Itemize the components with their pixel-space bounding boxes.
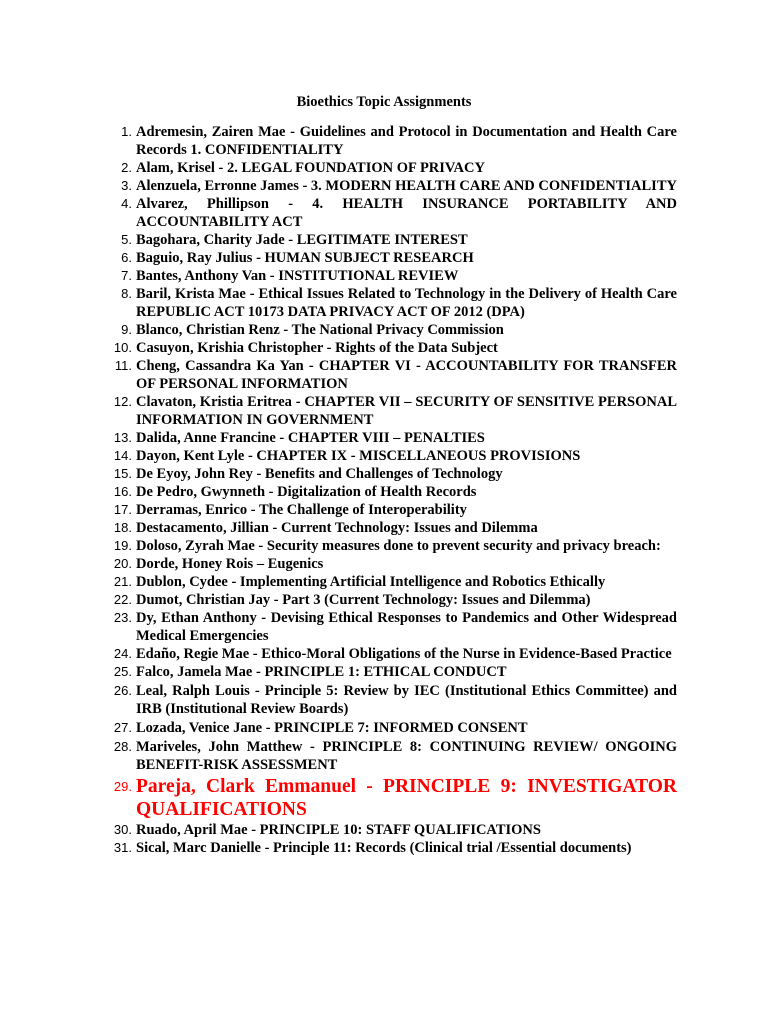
list-item-number: 27. <box>113 720 132 735</box>
list-item-highlighted <box>108 775 677 821</box>
list-item-number: 11. <box>114 358 132 373</box>
list-item <box>108 339 677 357</box>
list-item-number: 30. <box>113 822 132 837</box>
list-item-text: Clavaton, Kristia Eritrea - CHAPTER VII – SECURITY OF SENSITIVE PERSONAL INFORMATION IN GOVERNMENT <box>136 394 677 428</box>
list-item-text: Leal, Ralph Louis - Principle 5: Review by IEC (Institutional Ethics Committee) and IRB (Institutional Review Boards) <box>136 683 677 717</box>
list-item <box>108 573 677 591</box>
list-item <box>108 249 677 267</box>
list-item <box>108 738 677 774</box>
list-item-text: De Eyoy, John Rey - Benefits and Challenges of Technology <box>136 466 503 482</box>
list-item <box>108 321 677 339</box>
list-item-text: Adremesin, Zairen Mae - Guidelines and Protocol in Documentation and Health Care Records 1. CONFIDENTIALITY <box>136 124 677 158</box>
list-item-text: Edaño, Regie Mae - Ethico-Moral Obligations of the Nurse in Evidence-Based Practice <box>136 646 672 662</box>
list-item-text: Dy, Ethan Anthony - Devising Ethical Responses to Pandemics and Other Widespread Medical Emergencies <box>136 610 677 644</box>
list-item-number: 4. <box>121 196 132 211</box>
list-item-number: 23. <box>113 610 132 625</box>
list-item <box>108 159 677 177</box>
list-item <box>108 719 677 737</box>
list-item-text: Alenzuela, Erronne James - 3. MODERN HEALTH CARE AND CONFIDENTIALITY <box>136 178 677 194</box>
list-item-number: 6. <box>121 250 132 265</box>
list-item-text: Baril, Krista Mae - Ethical Issues Related to Technology in the Delivery of Health Care REPUBLIC ACT 10173 DATA PRIVACY ACT OF 2012 (DPA) <box>136 286 677 320</box>
list-item-number: 14. <box>113 448 132 463</box>
list-item-text: Pareja, Clark Emmanuel - PRINCIPLE 9: INVESTIGATOR QUALIFICATIONS <box>136 776 677 820</box>
list-item <box>108 123 677 159</box>
list-item <box>108 429 677 447</box>
list-item <box>108 483 677 501</box>
list-item-text: De Pedro, Gwynneth - Digitalization of Health Records <box>136 484 477 500</box>
list-item-text: Dalida, Anne Francine - CHAPTER VIII – PENALTIES <box>136 430 485 446</box>
list-item-number: 18. <box>113 520 132 535</box>
list-item-number: 25. <box>113 664 132 679</box>
list-item <box>108 285 677 321</box>
list-item-text: Falco, Jamela Mae - PRINCIPLE 1: ETHICAL CONDUCT <box>136 664 507 680</box>
list-item-text: Alvarez, Phillipson - 4. HEALTH INSURANCE PORTABILITY AND ACCOUNTABILITY ACT <box>136 196 677 230</box>
list-item-text: Derramas, Enrico - The Challenge of Interoperability <box>136 502 467 518</box>
list-item <box>108 447 677 465</box>
list-item-number: 31. <box>113 840 132 855</box>
list-item-number: 20. <box>113 556 132 571</box>
list-item-number: 19. <box>113 538 132 553</box>
list-item-number: 24. <box>113 646 132 661</box>
list-item-text: Lozada, Venice Jane - PRINCIPLE 7: INFORMED CONSENT <box>136 720 528 736</box>
list-item-text: Ruado, April Mae - PRINCIPLE 10: STAFF QUALIFICATIONS <box>136 822 541 838</box>
list-item-number: 17. <box>113 502 132 517</box>
list-item-number: 12. <box>113 394 132 409</box>
list-item <box>108 357 677 393</box>
list-item-number: 29. <box>113 779 132 794</box>
list-item-text: Alam, Krisel - 2. LEGAL FOUNDATION OF PRIVACY <box>136 160 485 176</box>
list-item <box>108 537 677 555</box>
list-item-text: Destacamento, Jillian - Current Technology: Issues and Dilemma <box>136 520 538 536</box>
list-item <box>108 682 677 718</box>
list-item-text: Sical, Marc Danielle - Principle 11: Records (Clinical trial /Essential documents) <box>136 840 632 856</box>
list-item-number: 22. <box>113 592 132 607</box>
list-item-number: 28. <box>113 739 132 754</box>
list-item-number: 2. <box>121 160 132 175</box>
list-item-text: Doloso, Zyrah Mae - Security measures done to prevent security and privacy breach: <box>136 538 661 554</box>
list-item-number: 26. <box>113 683 132 698</box>
list-item-text: Mariveles, John Matthew - PRINCIPLE 8: CONTINUING REVIEW/ ONGOING BENEFIT-RISK ASSESSMENT <box>136 739 677 773</box>
list-item <box>108 609 677 645</box>
list-item-number: 16. <box>113 484 132 499</box>
list-item-number: 15. <box>113 466 132 481</box>
list-item-number: 21. <box>113 574 132 589</box>
list-item-text: Casuyon, Krishia Christopher - Rights of the Data Subject <box>136 340 498 356</box>
list-item-text: Dorde, Honey Rois – Eugenics <box>136 556 324 572</box>
list-item-number: 1. <box>121 124 132 139</box>
list-item-number: 9. <box>121 322 132 337</box>
list-item <box>108 465 677 483</box>
list-item <box>108 231 677 249</box>
list-item-text: Bagohara, Charity Jade - LEGITIMATE INTEREST <box>136 232 468 248</box>
list-item <box>108 591 677 609</box>
list-item-text: Cheng, Cassandra Ka Yan - CHAPTER VI - ACCOUNTABILITY FOR TRANSFER OF PERSONAL INFORMATION <box>136 358 677 392</box>
list-item <box>108 555 677 573</box>
list-item-number: 10. <box>113 340 132 355</box>
document-title: Bioethics Topic Assignments <box>296 94 472 110</box>
list-item-number: 7. <box>121 268 132 283</box>
list-item <box>108 821 677 839</box>
list-item-text: Dayon, Kent Lyle - CHAPTER IX - MISCELLANEOUS PROVISIONS <box>136 448 581 464</box>
list-item <box>108 839 677 857</box>
assignment-list <box>108 123 677 857</box>
list-item <box>108 177 677 195</box>
list-item <box>108 519 677 537</box>
list-item <box>108 195 677 231</box>
list-item <box>108 501 677 519</box>
list-item-text: Blanco, Christian Renz - The National Privacy Commission <box>136 322 504 338</box>
list-item-number: 3. <box>121 178 132 193</box>
list-item-text: Bantes, Anthony Van - INSTITUTIONAL REVIEW <box>136 268 459 284</box>
list-item-number: 13. <box>113 430 132 445</box>
list-item-text: Baguio, Ray Julius - HUMAN SUBJECT RESEARCH <box>136 250 474 266</box>
list-item-text: Dumot, Christian Jay - Part 3 (Current Technology: Issues and Dilemma) <box>136 592 591 608</box>
list-item-text: Dublon, Cydee - Implementing Artificial Intelligence and Robotics Ethically <box>136 574 606 590</box>
list-item <box>108 645 677 663</box>
list-item-number: 8. <box>121 286 132 301</box>
list-item <box>108 663 677 681</box>
list-item <box>108 393 677 429</box>
list-item-number: 5. <box>121 232 132 247</box>
list-item <box>108 267 677 285</box>
